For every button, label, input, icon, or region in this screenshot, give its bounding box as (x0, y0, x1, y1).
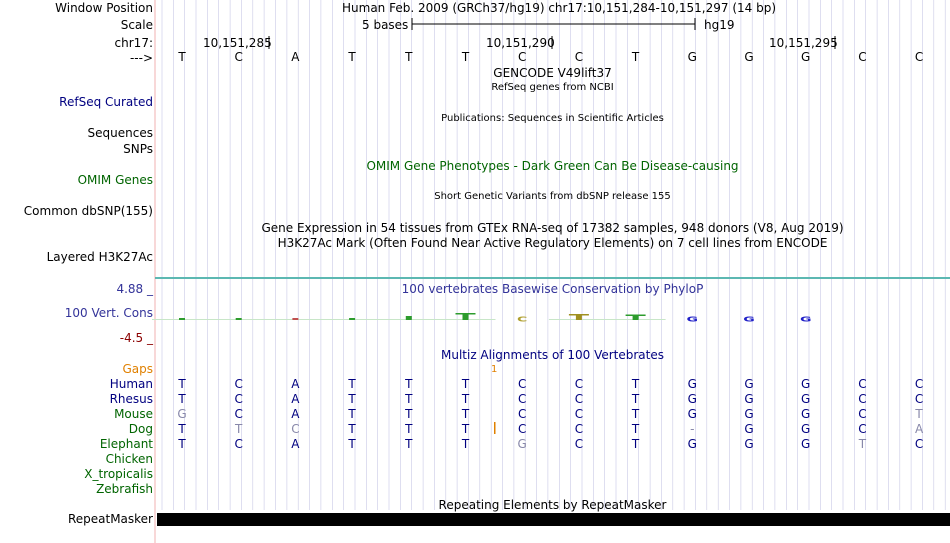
ref-base: A (291, 50, 300, 64)
ref-base: T (405, 50, 413, 64)
species-label-dog[interactable]: Dog (128, 422, 153, 436)
alignment-base: G (744, 377, 754, 391)
alignment-base: G (744, 392, 754, 406)
phylop-max-label: 4.88 _ (116, 282, 153, 296)
coord-label-1: 10,151,285 (203, 36, 272, 50)
alignment-base: C (574, 437, 584, 451)
common-dbsnp-label[interactable]: Common dbSNP(155) (23, 204, 153, 218)
alignment-base: C (517, 422, 527, 436)
alignment-base: T (461, 437, 470, 451)
alignment-base: C (234, 407, 243, 421)
repeatmasker-bar[interactable] (157, 513, 950, 526)
phylop-bar-cap (569, 314, 589, 316)
alignment-base: T (405, 422, 413, 436)
alignment-base: C (234, 437, 243, 451)
gtex-track-title[interactable]: Gene Expression in 54 tissues from GTEx RNA-seq of 17382 samples, 948 donors (V8, Aug 2019) (261, 221, 844, 235)
refseq-track-subtitle[interactable]: RefSeq genes from NCBI (491, 82, 614, 93)
phylop-logo-letter: G (743, 315, 755, 324)
alignment-base: G (801, 422, 811, 436)
phylop-bar-cap (626, 315, 646, 317)
alignment-base: A (291, 407, 300, 421)
ref-base: T (631, 50, 640, 64)
ref-base: C (858, 50, 867, 64)
track-separator (155, 277, 950, 279)
alignment-base: G (801, 377, 811, 391)
species-label-x_tropicalis[interactable]: X_tropicalis (84, 467, 153, 481)
alignment-base: C (234, 392, 243, 406)
alignment-base: C (858, 377, 867, 391)
alignment-base: A (291, 392, 300, 406)
alignment-base: T (631, 422, 640, 436)
alignment-base: T (631, 377, 640, 391)
species-label-mouse[interactable]: Mouse (114, 407, 153, 421)
alignment-base: T (405, 392, 413, 406)
coord-label-3: 10,151,295 (769, 36, 838, 50)
alignment-base: G (744, 422, 754, 436)
ref-base: G (744, 50, 754, 64)
phylop-logo-letter: G (686, 315, 699, 324)
omim-genes-label[interactable]: OMIM Genes (77, 173, 153, 187)
alignment-base: T (461, 392, 470, 406)
scale-text: 5 bases (362, 18, 409, 32)
alignment-base: T (915, 407, 923, 421)
repeatmasker-track-title[interactable]: Repeating Elements by RepeatMasker (438, 498, 667, 512)
strand-label: ---> (129, 51, 153, 65)
alignment-base: C (574, 392, 584, 406)
dog-gap-marker (494, 422, 496, 434)
alignment-base: A (291, 377, 300, 391)
phylop-bar (236, 318, 242, 320)
snps-label[interactable]: SNPs (123, 142, 153, 156)
ref-base: C (914, 50, 924, 64)
species-label-rhesus[interactable]: Rhesus (109, 392, 153, 406)
alignment-base: C (517, 407, 527, 421)
species-label-chicken[interactable]: Chicken (105, 452, 153, 466)
phylop-bar (349, 318, 355, 320)
ref-base: C (517, 50, 527, 64)
phylop-logo-letter: G (799, 315, 812, 324)
phylop-bar (179, 318, 185, 320)
species-label-zebrafish[interactable]: Zebrafish (96, 482, 153, 496)
alignment-base: T (461, 407, 470, 421)
alignment-base: T (178, 422, 186, 436)
alignment-base: G (687, 377, 697, 391)
alignment-base: T (348, 422, 356, 436)
alignment-base: T (631, 392, 640, 406)
omim-track-title[interactable]: OMIM Gene Phenotypes - Dark Green Can Be Disease-causing (366, 159, 739, 173)
gencode-track-title[interactable]: GENCODE V49lift37 (493, 66, 612, 80)
alignment-base: C (914, 392, 924, 406)
window-position-label: Window Position (55, 1, 153, 15)
phylop-bar-cap (456, 313, 476, 315)
alignment-base: C (574, 407, 584, 421)
alignment-base: T (178, 437, 186, 451)
phylop-bar (292, 318, 298, 320)
alignment-base: C (574, 422, 584, 436)
alignment-base: T (405, 377, 413, 391)
alignment-base: T (631, 437, 640, 451)
alignment-base: C (517, 377, 527, 391)
alignment-base: T (178, 392, 186, 406)
alignment-base: T (405, 437, 413, 451)
alignment-base: C (517, 392, 527, 406)
ref-base: C (234, 50, 243, 64)
alignment-base: T (405, 407, 413, 421)
alignment-base: C (858, 407, 867, 421)
alignment-base: G (801, 437, 811, 451)
phylop-track-label[interactable]: 100 Vert. Cons (64, 306, 153, 320)
window-position-text: Human Feb. 2009 (GRCh37/hg19) chr17:10,151,284-10,151,297 (14 bp) (342, 1, 777, 15)
ref-base: T (461, 50, 470, 64)
alignment-base: T (858, 437, 867, 451)
alignment-base: T (348, 407, 356, 421)
h3k27ac-track-title[interactable]: H3K27Ac Mark (Often Found Near Active Regulatory Elements) on 7 cell lines from ENCODE (277, 236, 828, 250)
alignment-base: A (291, 437, 300, 451)
alignment-base: T (348, 437, 356, 451)
alignment-base: C (914, 437, 924, 451)
scale-assembly: hg19 (704, 18, 735, 32)
alignment-base: G (687, 407, 697, 421)
alignment-base: G (687, 392, 697, 406)
alignment-base: T (178, 377, 186, 391)
alignment-base: C (234, 377, 243, 391)
species-label-elephant[interactable]: Elephant (99, 437, 153, 451)
ref-base: T (178, 50, 186, 64)
alignment-base: G (801, 407, 811, 421)
alignment-base: G (744, 437, 754, 451)
alignment-base: C (858, 392, 867, 406)
alignment-base: T (461, 422, 470, 436)
ref-base: G (801, 50, 811, 64)
phylop-min-label: -4.5 _ (119, 331, 153, 345)
alignment-base: G (177, 407, 187, 421)
publications-track-title[interactable]: Publications: Sequences in Scientific Articles (441, 113, 664, 124)
phylop-track-title[interactable]: 100 vertebrates Basewise Conservation by PhyloP (401, 282, 704, 296)
alignment-base: T (631, 407, 640, 421)
alignment-base: G (801, 392, 811, 406)
alignment-base: A (914, 422, 924, 436)
phylop-logo-letter: C (517, 315, 528, 324)
chrom-label: chr17: (114, 36, 153, 50)
alignment-base: C (858, 422, 867, 436)
alignment-base: C (291, 422, 300, 436)
dbsnp-track-title[interactable]: Short Genetic Variants from dbSNP release 155 (434, 191, 671, 202)
sequences-label[interactable]: Sequences (87, 126, 153, 140)
alignment-base: G (744, 407, 754, 421)
repeatmasker-label[interactable]: RepeatMasker (67, 512, 153, 526)
alignment-base: C (914, 377, 924, 391)
multiz-track-title[interactable]: Multiz Alignments of 100 Vertebrates (440, 348, 665, 362)
alignment-base: G (517, 437, 527, 451)
alignment-base: G (687, 437, 697, 451)
alignment-base: C (574, 377, 584, 391)
alignment-base: T (235, 422, 243, 436)
gaps-value: 1 (491, 364, 498, 375)
coord-label-2: 10,151,290 (486, 36, 555, 50)
ref-base: C (574, 50, 584, 64)
phylop-bar (406, 316, 412, 320)
gaps-label[interactable]: Gaps (122, 362, 153, 376)
alignment-base: T (348, 377, 356, 391)
ref-base: T (348, 50, 356, 64)
scale-label: Scale (120, 18, 153, 32)
alignment-base: T (461, 377, 470, 391)
alignment-base: T (348, 392, 356, 406)
layered-h3k27ac-label[interactable]: Layered H3K27Ac (46, 250, 153, 264)
refseq-curated-label[interactable]: RefSeq Curated (59, 95, 153, 109)
species-label-human[interactable]: Human (109, 377, 153, 391)
alignment-base: - (690, 422, 695, 436)
ref-base: G (687, 50, 697, 64)
